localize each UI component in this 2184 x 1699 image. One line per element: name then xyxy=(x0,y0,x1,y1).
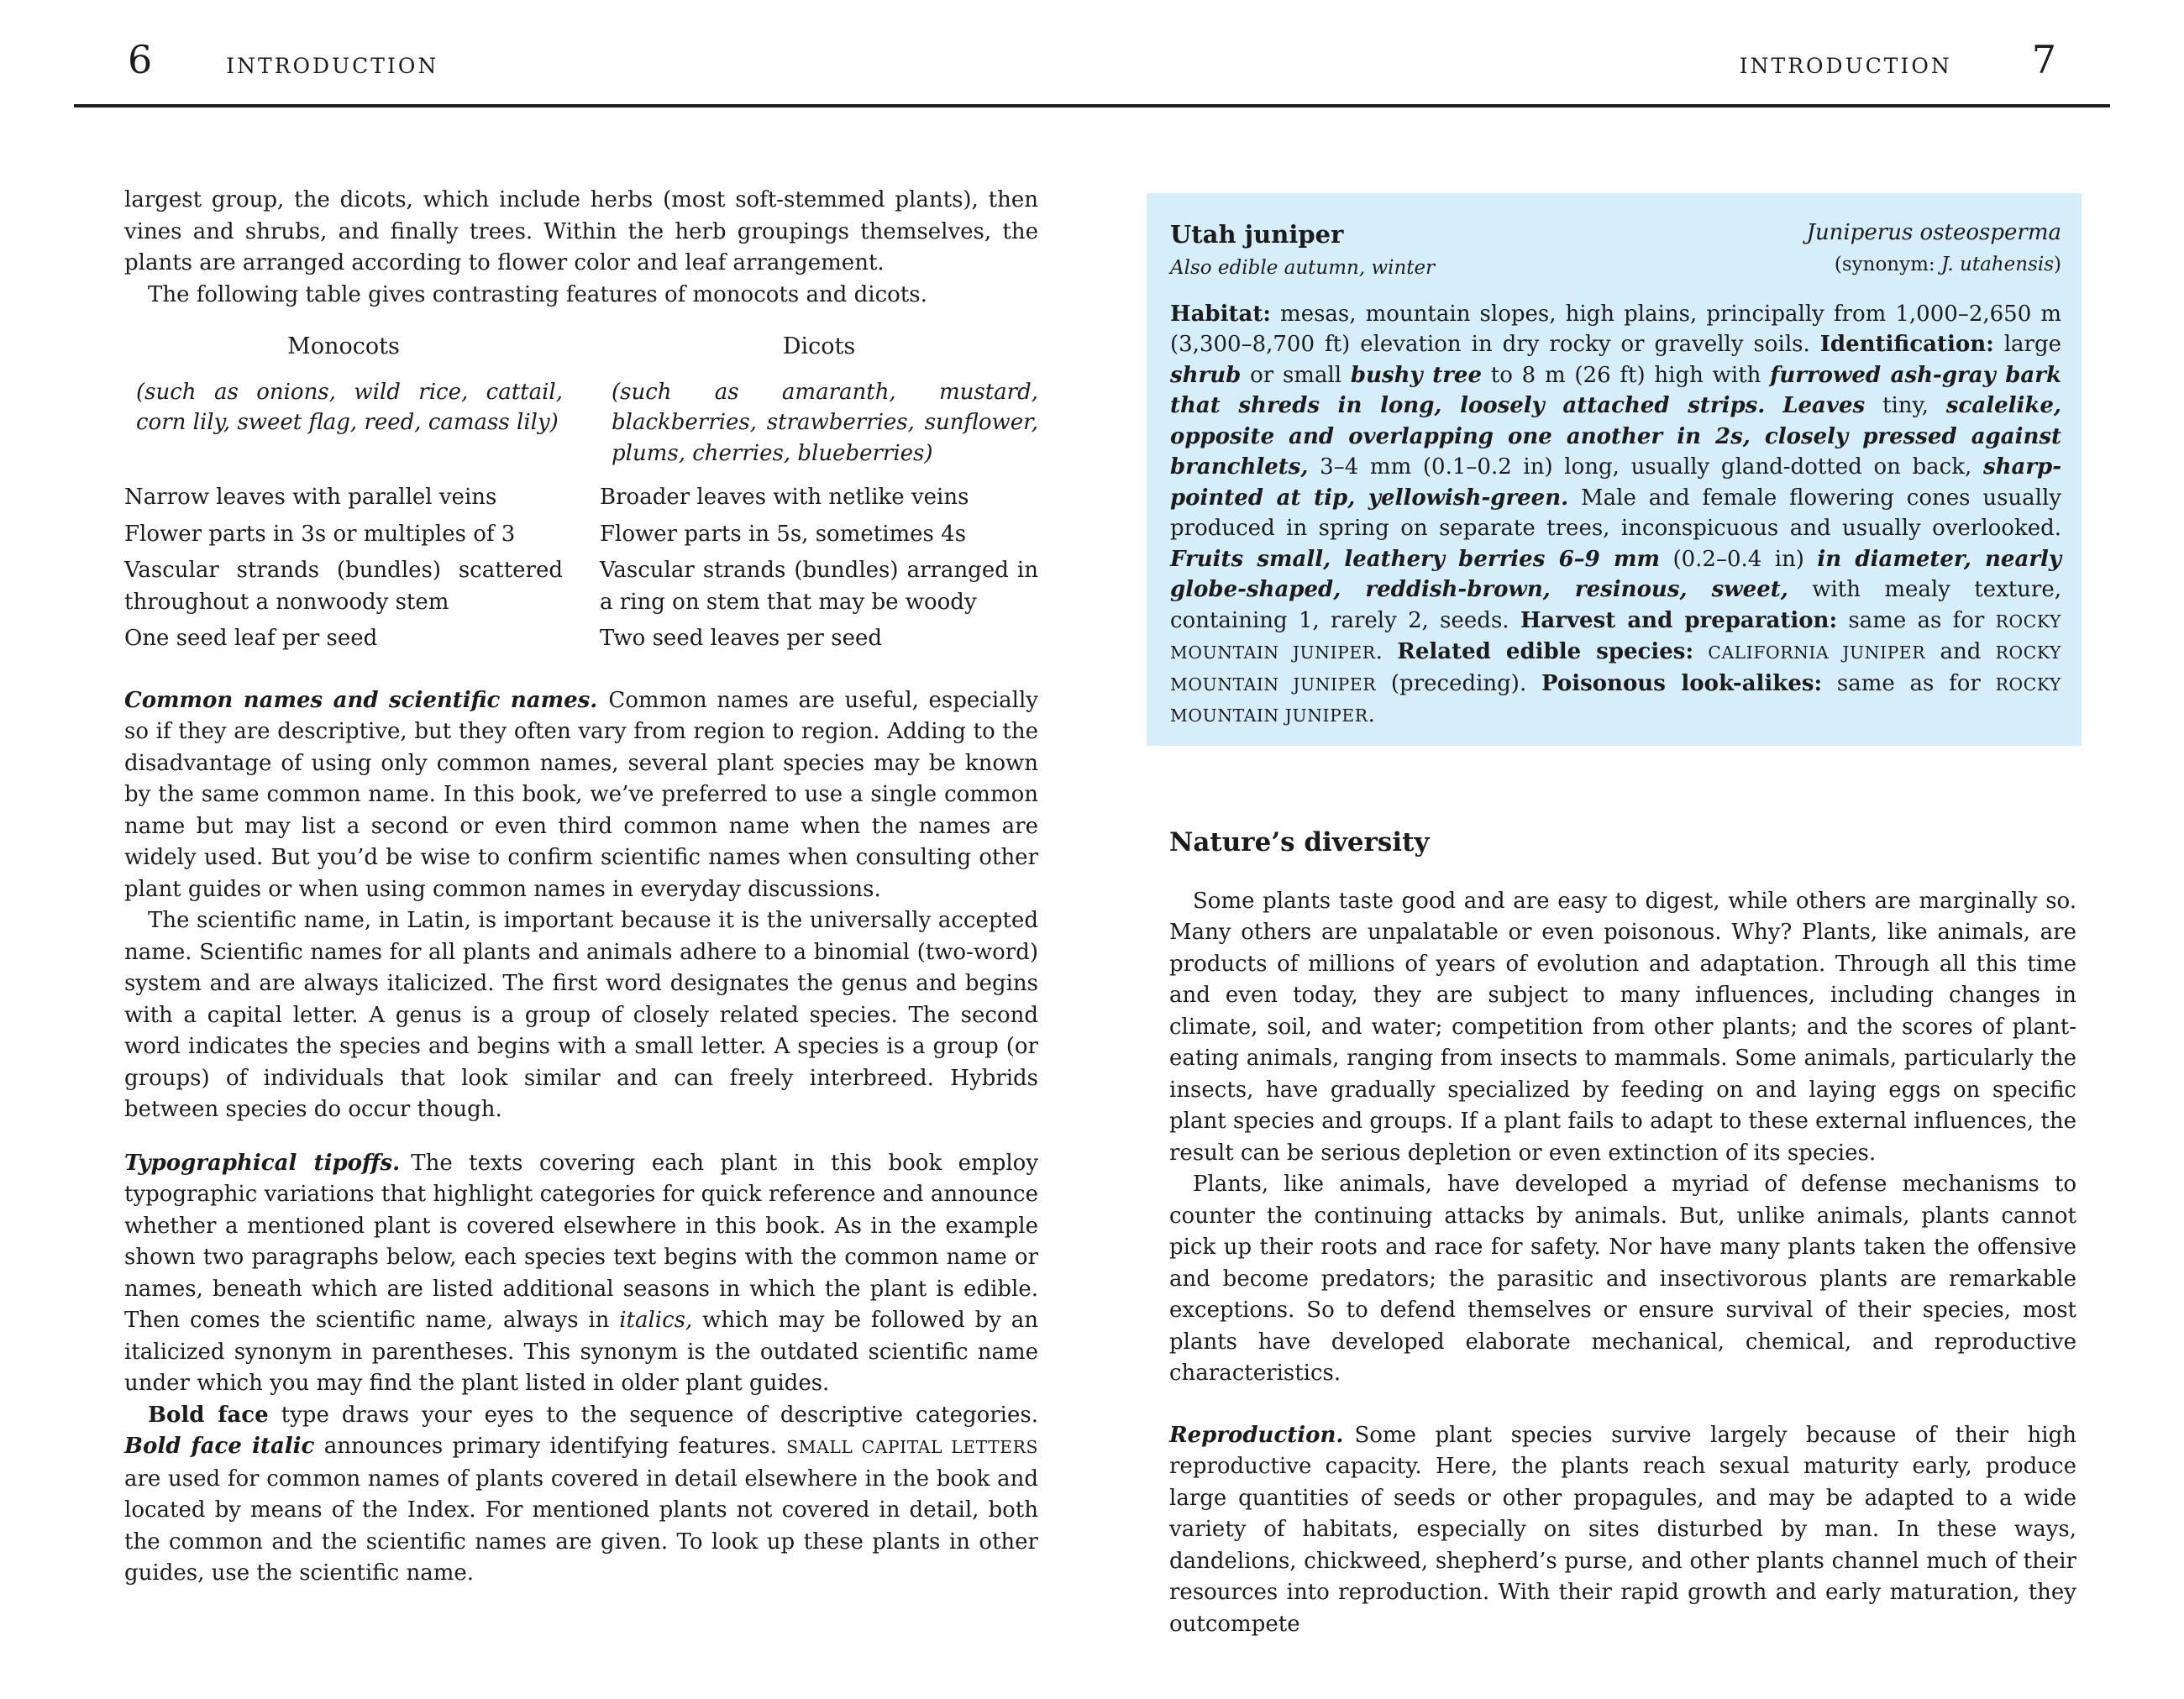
table-row xyxy=(124,482,1038,514)
left-page-column xyxy=(124,185,1038,1590)
left-running-header xyxy=(128,37,439,82)
monocots-cell: Vascular strands (bundles) scattered throughout a nonwoody stem xyxy=(124,558,563,615)
paragraph-diversity-1: Some plants taste good and are easy to digest, while others are marginally so. Many others are unpalatable or even poisonous. Why? Plants, like animals, are products of millions of years of evolution and adaptation. Through all this time and even today, they are subject to many influences, including changes in climate, soil, and water; competition from other plants; and the scores of plant-eating animals, ranging from insects to mammals. Some animals, particularly the insects, have gradually specialized by feeding on and laying eggs on specific plant species and groups. If a plant fails to adapt to these external influences, the result can be serious depletion or even extinction of its species. xyxy=(1169,888,2076,1166)
paragraph-typographical-tipoffs: Typographical tipoffs. The texts covering each plant in this book employ typographic variations that highlight categories for quick reference and announce whether a mentioned plant is covered elsewhere in this book. As in the example shown two paragraphs below, each species text begins with the common name or names, beneath which are listed additional seasons in which the plant is edible. Then comes the scientific name, always in italics, which may be followed by an italicized synonym in parentheses. This synonym is the outdated scientific name under which you may find the plant listed in older plant guides. xyxy=(124,1150,1039,1396)
species-common-name: Utah juniper xyxy=(1170,220,1344,249)
running-header xyxy=(128,37,2056,82)
right-page-number: 7 xyxy=(2031,37,2056,82)
species-synonym: (synonym: J. utahensis) xyxy=(1834,254,2061,276)
table-header-row xyxy=(124,331,1038,363)
table-row xyxy=(124,623,1038,655)
header-rule xyxy=(74,104,2110,107)
paragraph-diversity-2: Plants, like animals, have developed a myriad of defense mechanisms to counter the continuing attacks by animals. But, unlike animals, plants cannot pick up their roots and race for safety. Nor have many plants taken the offensive and become predators; the parasitic and insectivorous plants are remarkable exceptions. So to defend themselves or ensure survival of their species, most plants have developed elaborate mechanical, chemical, and reproductive characteristics. xyxy=(1169,1172,2076,1386)
monocots-cell: One seed leaf per seed xyxy=(124,626,378,651)
dicots-cell: Vascular strands (bundles) arranged in a ring on stem that may be woody xyxy=(600,558,1038,615)
dicots-cell: Two seed leaves per seed xyxy=(600,626,882,651)
monocots-dicots-table xyxy=(124,331,1038,655)
species-description: Habitat: mesas, mountain slopes, high plains, principally from 1,000–2,650 m (3,300–8,700 ft) elevation in dry rocky or gravelly soils. Identification: large shrub or small bushy tree to 8 m (26 ft) high with furrowed ash-gray bark that shreds in long, loosely attached strips. Leaves tiny, scalelike, opposite and overlapping one another in 2s, closely pressed against branchlets, 3–4 mm (0.1–0.2 in) long, usually gland-dotted on back, sharp-pointed at tip, yellowish-green. Male and female flowering cones usually produced in spring on separate trees, inconspicuous and usually overlooked. Fruits small, leathery berries 6–9 mm (0.2–0.4 in) in diameter, nearly globe-shaped, reddish-brown, resinous, sweet, with mealy texture, containing 1, rarely 2, seeds. Harvest and preparation: same as for ROCKY MOUNTAIN JUNIPER. Related edible species: CALIFORNIA JUNIPER and ROCKY MOUNTAIN JUNIPER (preceding). Poisonous look-alikes: same as for ROCKY MOUNTAIN JUNIPER. xyxy=(1170,301,2061,728)
monocots-column-header: Monocots xyxy=(287,333,400,359)
paragraph-scientific-name: The scientific name, in Latin, is important because it is the universally accepted name. Scientific names for all plants and animals adhere to a binomial (two-word) system and are always italicized. The first word designates the genus and begins with a capital letter. A genus is a group of closely related species. The second word indicates the species and begins with a small letter. A species is a group (or groups) of individuals that look similar and can freely interbreed. Hybrids between species do occur though. xyxy=(124,908,1038,1122)
paragraph-bold-face: Bold face type draws your eyes to the sequence of descriptive categories. Bold face italic announces primary identifying features. SMALL CAPITAL LETTERS are used for common names of plants covered in detail elsewhere in the book and located by means of the Index. For mentioned plants not covered in detail, both the common and the scientific names are given. To look up these plants in other guides, use the scientific name. xyxy=(124,1402,1038,1586)
species-scientific-name: Juniperus osteosperma xyxy=(1806,220,2061,245)
paragraph-table-lead-in: The following table gives contrasting features of monocots and dicots. xyxy=(148,281,927,307)
species-box-header xyxy=(1170,220,2061,279)
table-examples-row xyxy=(124,377,1038,469)
monocots-cell: Flower parts in 3s or multiples of 3 xyxy=(124,521,516,547)
monocots-examples: (such as onions, wild rice, cattail, corn lily, sweet flag, reed, camass lily) xyxy=(136,379,563,435)
paragraph-continuation: largest group, the dicots, which include herbs (most soft-stemmed plants), then vines and shrubs, and finally trees. Within the herb groupings themselves, the plants are arranged according to flower color and leaf arrangement. xyxy=(124,187,1038,275)
dicots-examples: (such as amaranth, mustard, blackberries, strawberries, sunflower, plums, cherries, blueberries) xyxy=(612,379,1038,466)
right-page-column xyxy=(1169,827,2076,1640)
dicots-cell: Flower parts in 5s, sometimes 4s xyxy=(600,521,967,547)
dicots-column-header: Dicots xyxy=(782,333,856,359)
table-row xyxy=(124,519,1038,551)
species-info-box xyxy=(1147,193,2082,746)
species-names-right xyxy=(1807,220,2061,275)
species-edible-note: Also edible autumn, winter xyxy=(1170,256,1436,279)
paragraph-common-names: Common names and scientific names. Common names are useful, especially so if they are descriptive, but they often vary from region to region. Adding to the disadvantage of using only common names, several plant species may be known by the same common name. In this book, we’ve preferred to use a single common name but may list a second or even third common name when the names are widely used. But you’d be wise to confirm scientific names when consulting other plant guides or when using common names in everyday discussions. xyxy=(124,687,1038,902)
left-running-title: INTRODUCTION xyxy=(226,54,439,78)
right-running-header xyxy=(1739,37,2056,82)
table-row xyxy=(124,555,1038,618)
dicots-cell: Broader leaves with netlike veins xyxy=(600,485,969,510)
right-running-title: INTRODUCTION xyxy=(1739,54,1952,78)
section-heading: Nature’s diversity xyxy=(1169,827,1430,857)
monocots-cell: Narrow leaves with parallel veins xyxy=(124,485,497,510)
paragraph-reproduction: Reproduction. Some plant species survive largely because of their high reproductive capacity. Here, the plants reach sexual maturity early, produce large quantities of seeds or other propagules, and may be adapted to a wide variety of habitats, especially on sites disturbed by man. In these ways, dandelions, chickweed, shepherd’s purse, and other plants channel much of their resources into reproduction. With their rapid growth and early maturation, they outcompete xyxy=(1169,1422,2076,1637)
species-names-left xyxy=(1170,220,1435,279)
left-page-number: 6 xyxy=(128,37,153,82)
